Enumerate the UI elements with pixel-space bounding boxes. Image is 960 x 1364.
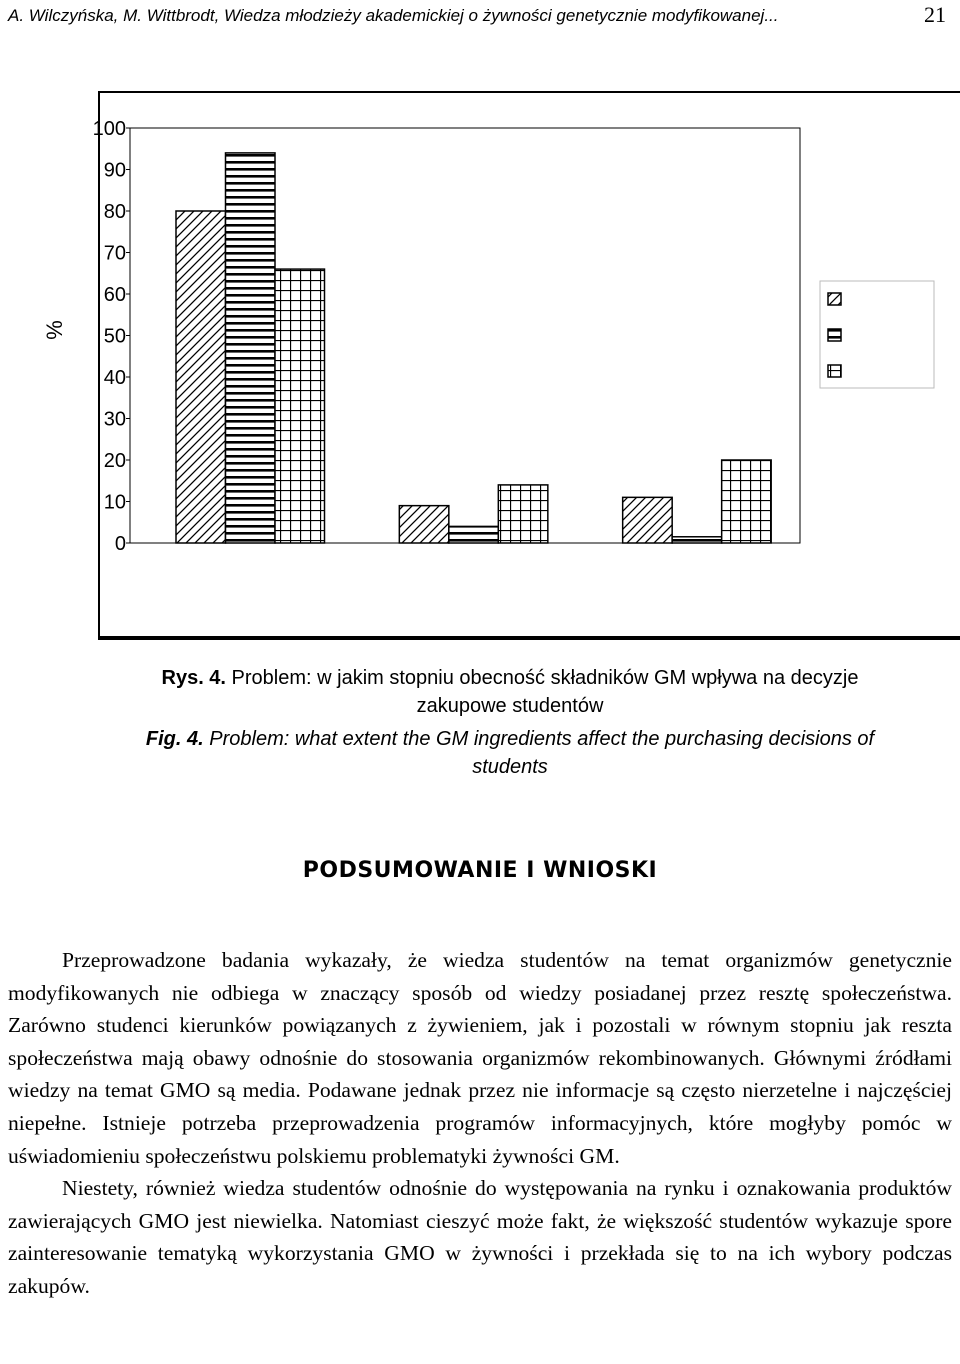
running-head-title: A. Wilczyńska, M. Wittbrodt, Wiedza młodzieży akademickiej o żywności genetycznie modyfikowanej...	[8, 6, 779, 25]
y-tick-label: 70	[103, 242, 126, 265]
y-tick-label: 30	[103, 408, 126, 431]
y-tick-label: 40	[103, 367, 126, 389]
y-tick-label: 90	[103, 159, 126, 182]
caption-pl-text: Problem: w jakim stopniu obecność składników GM wpływa na decyzje zakupowe studentów	[225, 667, 859, 717]
legend-swatch-2	[828, 329, 841, 341]
bar-series-1-cat-2	[399, 506, 449, 543]
bar-series-3-cat-1	[275, 269, 325, 543]
y-axis-label: %	[42, 320, 67, 340]
bar-chart	[0, 0, 960, 640]
section-heading: PODSUMOWANIE I WNIOSKI	[302, 858, 658, 883]
figure-caption-pl	[130, 664, 890, 720]
y-tick-label: 10	[103, 491, 126, 514]
y-tick-label: 50	[103, 325, 126, 348]
y-tick-label: 20	[103, 450, 126, 472]
paragraph-2: Niestety, również wiedza studentów odnośnie do występowania na rynku i oznakowania produktów zawierających GMO jest niewielka. Natomiast cieszyć może fakt, że większość studentów wykazuje spore zainteresowanie tematyką wykorzystania GMO w żywności i przekłada się to na ich wybory podczas zakupów.	[8, 1176, 952, 1298]
bar-series-2-cat-3	[672, 537, 722, 543]
caption-en-text: Problem: what extent the GM ingredients affect the purchasing decisions of students	[203, 728, 875, 778]
body-text	[8, 944, 952, 1303]
legend-swatch-3	[828, 365, 841, 377]
bar-series-3-cat-2	[498, 485, 548, 543]
caption-en-label: Fig. 4.	[145, 728, 204, 750]
legend	[820, 281, 934, 388]
y-tick-label: 100	[92, 118, 126, 140]
bar-series-2-cat-1	[226, 153, 276, 543]
bar-series-1-cat-3	[623, 497, 673, 543]
figure-caption-en	[130, 725, 890, 781]
bar-series-2-cat-2	[449, 526, 499, 543]
y-tick-label: 80	[103, 201, 126, 223]
caption-pl-label: Rys. 4.	[161, 667, 226, 689]
legend-swatch-1	[828, 293, 841, 305]
paragraph-1: Przeprowadzone badania wykazały, że wiedza studentów na temat organizmów genetycznie modyfikowanych nie odbiega w znaczący sposób od wiedzy posiadanej przez resztę społeczeństwa. Zarówno studenci kierunków powiązanych z żywieniem, jak i pozostali w równym stopniu jak reszta społeczeństwa mają obawy odnośnie do stosowania organizmów rekombinowanych. Głównymi źródłami wiedzy na temat GMO są media. Podawane jednak przez nie informacje są często nierzetelne i najczęściej niepełne. Istnieje potrzeba przeprowadzenia programów informacyjnych, które mogłyby pomóc w uświadomieniu społeczeństwu polskiemu problematyki żywności GM.	[8, 948, 952, 1168]
bar-series-3-cat-3	[722, 460, 772, 543]
page-number: 21	[924, 2, 946, 27]
bar-series-1-cat-1	[176, 211, 226, 543]
y-tick-label: 60	[103, 284, 126, 306]
y-tick-label: 0	[114, 533, 126, 555]
y-ticks	[93, 118, 130, 555]
